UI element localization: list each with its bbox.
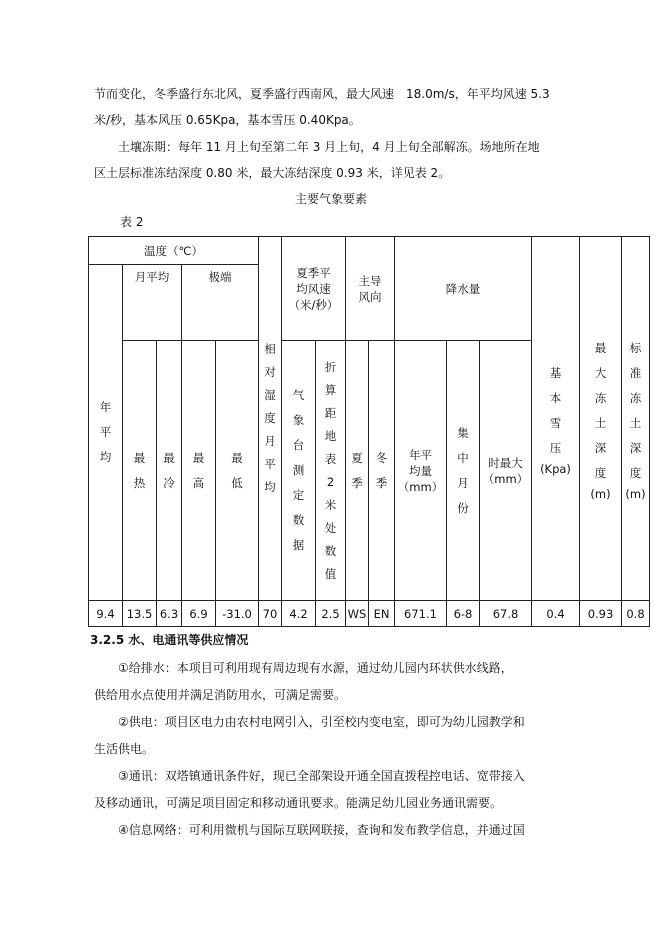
cell-summer-dir: WS [346, 601, 369, 627]
header-main-wind-direction: 主导 风向 [346, 237, 395, 341]
cell-coldest: 6.3 [157, 601, 182, 627]
cell-concentrated: 6-8 [447, 601, 480, 627]
cell-max-frost: 0.93 [580, 601, 622, 627]
section-p3-line-2: 及移动通讯，可满足项目固定和移动通讯要求。能满足幼儿园业务通讯需要。 [94, 796, 503, 810]
header-summer-wind: 夏季平 均风速 （米/秒） [282, 237, 346, 341]
header-std-frost-depth: 标准冻土深度 (m) [622, 237, 650, 601]
cell-std-frost: 0.8 [622, 601, 650, 627]
header-humidity: 相对湿度月平均 [259, 237, 282, 601]
header-winter: 冬季 [369, 341, 395, 601]
cell-winter-dir: EN [369, 601, 395, 627]
header-extreme: 极端 [182, 265, 259, 341]
section-p2-line-1: ②供电：项目区电力由农村电网引入，引至校内变电室，即可为幼儿园教学和 [118, 715, 525, 729]
cell-lowest: -31.0 [216, 601, 259, 627]
header-hottest: 最热 [123, 341, 157, 601]
header-snow-pressure: 基本雪压 (Kpa) [532, 237, 580, 601]
section-heading: 3.2.5 水、电通讯等供应情况 [90, 633, 249, 647]
table-row [89, 601, 650, 627]
cell-snow: 0.4 [532, 601, 580, 627]
table-label: 表 2 [120, 215, 144, 229]
intro-line-1: 节而变化，冬季盛行东北风，夏季盛行西南风，最大风速 18.0m/s，年平均风速 5.3 [94, 87, 550, 101]
cell-annual-avg: 9.4 [89, 601, 123, 627]
header-precipitation: 降水量 [395, 237, 532, 341]
header-concentrated-months: 集中月份 [447, 341, 480, 601]
intro-line-2: 米/秒，基本风压 0.65Kpa，基本雪压 0.40Kpa。 [94, 113, 361, 127]
intro-line-3: 土壤冻期：每年 11 月上旬至第二年 3 月上旬，4 月上旬全部解冻。场地所在地 [118, 140, 540, 154]
header-station-data: 气象台测定数据 [282, 341, 316, 601]
cell-humidity: 70 [259, 601, 282, 627]
section-p1-line-2: 供给用水点使用并满足消防用水，可满足需要。 [94, 688, 347, 702]
section-p2-line-2: 生活供电。 [94, 742, 155, 756]
cell-hottest: 13.5 [123, 601, 157, 627]
header-annual-avg: 年平均 [89, 265, 123, 601]
cell-highest: 6.9 [182, 601, 216, 627]
section-p4-line-1: ④信息网络：可利用微机与国际互联网联接，查询和发布教学信息，并通过国 [118, 823, 525, 837]
table-title: 主要气象要素 [294, 192, 367, 206]
header-temperature: 温度（℃） [89, 237, 259, 265]
cell-annual-precip: 671.1 [395, 601, 447, 627]
header-summer: 夏季 [346, 341, 369, 601]
header-converted-data: 折算距地表2米处数值 [316, 341, 346, 601]
intro-line-4: 区土层标准冻结深度 0.80 米，最大冻结深度 0.93 米，详见表 2。 [94, 166, 451, 180]
header-max-hourly: 时最大 （mm） [480, 341, 532, 601]
header-coldest: 最冷 [157, 341, 182, 601]
cell-converted-wind: 2.5 [316, 601, 346, 627]
header-lowest: 最低 [216, 341, 259, 601]
section-p3-line-1: ③通讯：双塔镇通讯条件好，现已全部架设开通全国直拨程控电话、宽带接入 [118, 769, 525, 783]
header-annual-precip: 年平 均量 （mm） [395, 341, 447, 601]
cell-station-wind: 4.2 [282, 601, 316, 627]
header-max-frost-depth: 最大冻土深度 (m) [580, 237, 622, 601]
header-highest: 最高 [182, 341, 216, 601]
header-month-avg: 月平均 [123, 265, 182, 341]
cell-max-hourly: 67.8 [480, 601, 532, 627]
section-p1-line-1: ①给排水：本项目可利用现有周边现有水源，通过幼儿园内环状供水线路， [118, 661, 513, 675]
weather-elements-table [88, 236, 650, 627]
